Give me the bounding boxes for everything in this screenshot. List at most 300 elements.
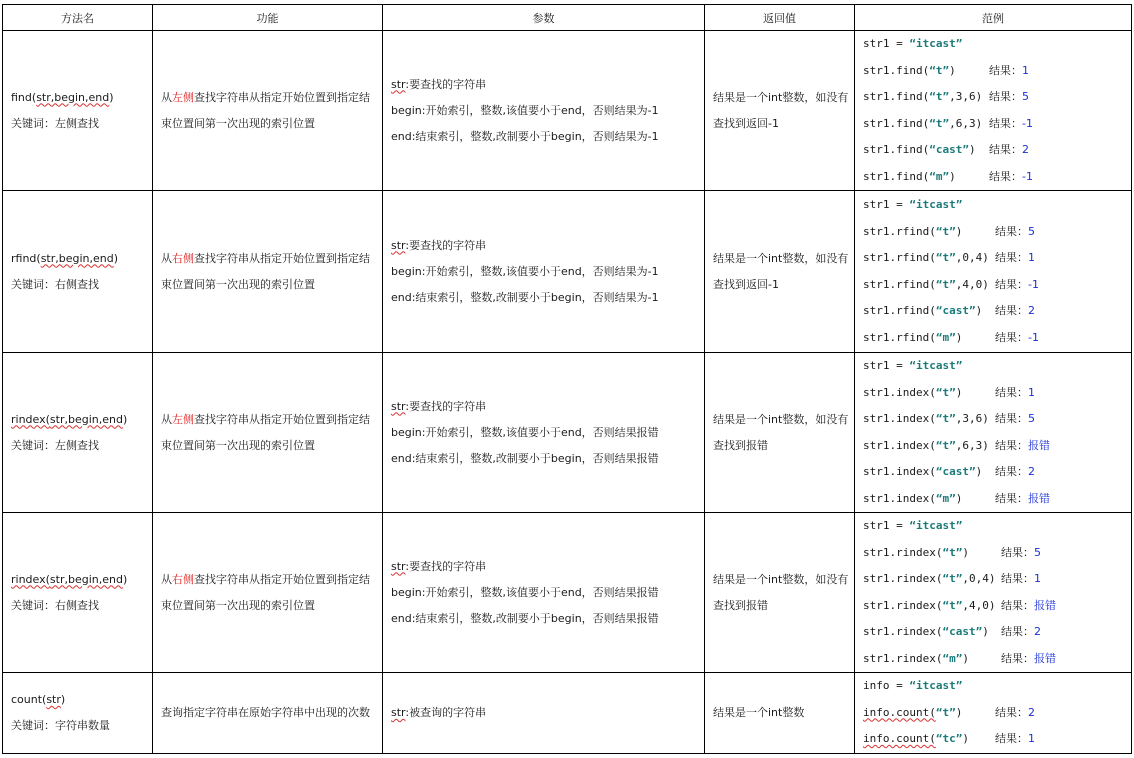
example-result: [995, 433, 1050, 460]
function-highlight: 右侧: [172, 251, 194, 265]
method-args: str,begin,end: [36, 90, 110, 104]
example-line: [863, 298, 1131, 325]
example-code: [863, 272, 989, 299]
code-text: str1.rfind(: [863, 251, 936, 264]
example-code: [863, 84, 982, 111]
param-desc: :要查找的字符串: [405, 238, 487, 252]
param-line: end:结束索引，整数,改制要小于begin，否则结果为-1: [391, 290, 659, 304]
function-text: [161, 246, 378, 298]
example-line: [863, 111, 1131, 138]
code-text: ): [975, 465, 983, 478]
param-line: begin:开始索引，整数,该值要小于end，否则结果为-1: [391, 264, 659, 278]
function-highlight: 左侧: [172, 412, 194, 426]
example-line: [863, 406, 1131, 433]
code-text: ): [949, 169, 956, 183]
example-line: [863, 433, 1131, 460]
example-line: [863, 486, 1131, 513]
example-result: [989, 164, 1033, 191]
result-prefix: 结果：: [995, 412, 1028, 425]
code-text: str1.find(: [863, 63, 930, 77]
method-cell: [3, 31, 153, 191]
example-code: [863, 325, 962, 352]
code-text: str1.rfind(: [863, 330, 936, 344]
param-line: [391, 72, 700, 98]
method-head: count(: [11, 692, 47, 706]
param-line: end:结束索引，整数,改制要小于begin，否则结果报错: [391, 611, 659, 625]
code-text: ): [975, 304, 983, 317]
string-literal: “t”: [929, 63, 950, 77]
string-literal: “t”: [935, 277, 956, 291]
params-cell: [383, 673, 705, 754]
code-text: ): [955, 385, 963, 399]
example-line: [863, 164, 1131, 191]
method-args: str: [46, 692, 61, 706]
return-cell: [705, 513, 855, 673]
example-line: [863, 380, 1131, 407]
method-tail: ): [122, 412, 128, 426]
result-value: 报错: [1034, 651, 1056, 665]
result-prefix: 结果：: [995, 705, 1028, 719]
function-text: [161, 567, 378, 619]
return-text: 结果是一个int整数，如没有查找到返回-1: [713, 90, 849, 130]
function-text: [161, 85, 378, 137]
example-result: [1001, 646, 1056, 673]
result-prefix: 结果：: [995, 491, 1028, 505]
example-line: [863, 272, 1131, 299]
example-cell: [855, 353, 1132, 513]
function-cell: [153, 191, 383, 353]
example-result: [995, 245, 1035, 272]
code-text: str1.rfind(: [863, 277, 936, 291]
param-line: [391, 700, 700, 726]
example-cell: [855, 673, 1132, 754]
code-text: str1.index(: [863, 385, 936, 399]
string-literal: “cast”: [935, 465, 976, 478]
result-prefix: 结果：: [995, 330, 1028, 344]
example-result: [995, 406, 1035, 433]
result-value: 报错: [1028, 438, 1050, 452]
example-line: [863, 84, 1131, 111]
code-text: ,4,0): [962, 598, 996, 612]
method-name: [11, 246, 148, 272]
code-text: ): [962, 732, 969, 745]
example-result: [995, 380, 1035, 407]
result-prefix: 结果：: [995, 304, 1028, 317]
code-text: ): [955, 491, 963, 505]
example-result: [995, 486, 1050, 513]
code-text: str1.find(: [863, 90, 930, 103]
code-text: ,3,6): [949, 90, 983, 103]
result-prefix: 结果：: [995, 465, 1028, 478]
function-cell: [153, 353, 383, 513]
method-keyword: 关键词：字符串数量: [11, 718, 110, 732]
example-result: [995, 726, 1035, 753]
result-prefix: 结果：: [989, 63, 1022, 77]
function-pre: 从: [161, 251, 172, 265]
example-line: [863, 459, 1131, 486]
return-text: 结果是一个int整数，如没有查找到返回-1: [713, 251, 849, 291]
method-name: [11, 687, 148, 713]
example-line: [863, 192, 1131, 219]
method-name: [11, 85, 148, 111]
result-prefix: 结果：: [995, 385, 1028, 399]
method-row: [3, 191, 1132, 353]
header-return: 返回值: [705, 5, 855, 31]
method-keyword: 关键词：右侧查找: [11, 598, 99, 612]
method-row: [3, 673, 1132, 754]
result-value: 2: [1028, 304, 1035, 317]
example-line: [863, 58, 1131, 85]
code-text: str1.index(: [863, 412, 936, 425]
example-line: [863, 245, 1131, 272]
example-line: [863, 619, 1131, 646]
method-row: [3, 353, 1132, 513]
method-tail: ): [113, 251, 119, 265]
result-value: -1: [1028, 330, 1039, 344]
example-code: [863, 380, 962, 407]
param-line: end:结束索引，整数,改制要小于begin，否则结果为-1: [391, 129, 659, 143]
param-desc: :被查询的字符串: [405, 705, 487, 719]
string-literal: “itcast”: [909, 359, 963, 372]
result-value: 2: [1028, 705, 1035, 719]
example-code: [863, 673, 962, 700]
return-text: 结果是一个int整数: [713, 705, 805, 719]
example-code: [863, 137, 976, 164]
method-row: [3, 513, 1132, 673]
example-code: [863, 726, 969, 753]
result-value: 报错: [1028, 491, 1050, 505]
example-code: [863, 298, 982, 325]
result-prefix: 结果：: [995, 732, 1028, 745]
param-line: end:结束索引，整数,改制要小于begin，否则结果报错: [391, 451, 659, 465]
example-code: [863, 646, 969, 673]
header-method: 方法名: [3, 5, 153, 31]
code-text: str1.index(: [863, 438, 936, 452]
string-literal: “m”: [929, 169, 950, 183]
function-post: 查找字符串从指定开始位置到指定结束位置间第一次出现的索引位置: [161, 251, 370, 291]
example-result: [995, 272, 1039, 299]
header-params: 参数: [383, 5, 705, 31]
method-row: [3, 31, 1132, 191]
example-result: [995, 298, 1035, 325]
example-code: [863, 513, 962, 540]
method-args: str,begin,end: [49, 412, 123, 426]
result-value: 1: [1028, 385, 1035, 399]
example-cell: [855, 31, 1132, 191]
example-result: [989, 137, 1029, 164]
function-cell: [153, 31, 383, 191]
example-line: [863, 219, 1131, 246]
param-line: begin:开始索引，整数,该值要小于end，否则结果为-1: [391, 103, 659, 117]
string-literal: “t”: [935, 438, 956, 452]
string-literal: “itcast”: [909, 519, 963, 532]
param-name: str: [391, 705, 406, 719]
result-value: 1: [1034, 572, 1041, 585]
function-post: 查找字符串从指定开始位置到指定结束位置间第一次出现的索引位置: [161, 572, 370, 612]
example-line: [863, 325, 1131, 352]
code-text: ): [955, 224, 963, 238]
return-cell: [705, 31, 855, 191]
result-value: -1: [1022, 116, 1033, 130]
function-highlight: 右侧: [172, 572, 194, 586]
code-text: str1 =: [863, 37, 910, 50]
code-text: str1.rfind(: [863, 304, 936, 317]
result-value: 2: [1028, 465, 1035, 478]
example-code: [863, 219, 962, 246]
example-result: [995, 459, 1035, 486]
code-text: info =: [863, 679, 910, 692]
example-code: [863, 540, 969, 567]
string-literal: “t”: [929, 90, 950, 103]
result-value: 5: [1028, 224, 1035, 238]
code-text: str1 =: [863, 359, 910, 372]
result-prefix: 结果：: [1001, 625, 1034, 638]
string-literal: “itcast”: [909, 679, 963, 692]
string-literal: “t”: [942, 545, 963, 559]
param-line: [391, 554, 700, 580]
param-desc: :要查找的字符串: [405, 559, 487, 573]
example-line: [863, 540, 1131, 567]
code-text: ): [982, 625, 989, 638]
example-result: [1001, 540, 1041, 567]
result-value: -1: [1022, 169, 1033, 183]
string-literal: “t”: [942, 572, 963, 585]
code-text: info.count(: [863, 732, 936, 745]
example-code: [863, 111, 982, 138]
string-literal: “t”: [935, 705, 956, 719]
header-function: 功能: [153, 5, 383, 31]
code-text: str1.rindex(: [863, 598, 943, 612]
string-literal: “t”: [935, 412, 956, 425]
function-cell: [153, 673, 383, 754]
code-text: str1.rfind(: [863, 224, 936, 238]
method-keyword: 关键词：左侧查找: [11, 116, 99, 130]
method-keyword: 关键词：右侧查找: [11, 277, 99, 291]
code-text: str1.rindex(: [863, 572, 943, 585]
string-literal: “tc”: [935, 732, 963, 745]
function-text: [161, 700, 378, 726]
result-prefix: 结果：: [995, 277, 1028, 291]
code-text: str1.find(: [863, 169, 930, 183]
header-example: 范例: [855, 5, 1132, 31]
result-prefix: 结果：: [1001, 545, 1034, 559]
string-literal: “cast”: [942, 625, 983, 638]
result-prefix: 结果：: [989, 169, 1022, 183]
method-tail: ): [60, 692, 66, 706]
example-code: [863, 566, 995, 593]
param-name: str: [391, 559, 406, 573]
method-args: str,begin,end: [49, 572, 123, 586]
string-literal: “itcast”: [909, 198, 963, 211]
string-literal: “cast”: [929, 143, 969, 156]
example-result: [989, 84, 1029, 111]
method-name: [11, 567, 148, 593]
code-text: ): [962, 545, 969, 559]
params-cell: [383, 31, 705, 191]
code-text: str1 =: [863, 198, 910, 211]
string-methods-table: [2, 4, 1132, 754]
example-line: [863, 566, 1131, 593]
result-value: 5: [1028, 412, 1035, 425]
code-text: ,3,6): [955, 412, 989, 425]
function-pre: 从: [161, 90, 172, 104]
example-code: [863, 619, 989, 646]
string-literal: “t”: [935, 224, 956, 238]
method-head: rindex(: [11, 412, 50, 426]
function-cell: [153, 513, 383, 673]
result-prefix: 结果：: [1001, 598, 1034, 612]
header-row: [3, 5, 1132, 31]
example-code: [863, 593, 995, 620]
code-text: ,0,4): [955, 251, 989, 264]
method-tail: ): [122, 572, 128, 586]
example-line: [863, 353, 1131, 380]
example-code: [863, 192, 962, 219]
result-prefix: 结果：: [989, 90, 1022, 103]
param-name: str: [391, 238, 406, 252]
params-cell: [383, 513, 705, 673]
method-head: find(: [11, 90, 37, 104]
result-prefix: 结果：: [1001, 572, 1034, 585]
param-name: str: [391, 399, 406, 413]
method-cell: [3, 513, 153, 673]
params-cell: [383, 191, 705, 353]
return-text: 结果是一个int整数，如没有查找到报错: [713, 572, 849, 612]
example-code: [863, 700, 962, 727]
example-code: [863, 353, 962, 380]
code-text: ): [949, 63, 956, 77]
result-value: 1: [1022, 63, 1029, 77]
code-text: ,6,3): [949, 116, 983, 130]
example-code: [863, 406, 989, 433]
result-value: 2: [1022, 143, 1029, 156]
code-text: ): [968, 143, 976, 156]
method-keyword: 关键词：左侧查找: [11, 438, 99, 452]
result-prefix: 结果：: [989, 143, 1022, 156]
function-post: 查找字符串从指定开始位置到指定结束位置间第一次出现的索引位置: [161, 90, 370, 130]
function-post: 查询指定字符串在原始字符串中出现的次数: [161, 705, 370, 719]
method-head: rfind(: [11, 251, 41, 265]
result-value: 2: [1034, 625, 1041, 638]
return-cell: [705, 191, 855, 353]
result-value: 1: [1028, 251, 1035, 264]
function-post: 查找字符串从指定开始位置到指定结束位置间第一次出现的索引位置: [161, 412, 370, 452]
example-line: [863, 646, 1131, 673]
example-code: [863, 58, 956, 85]
example-line: [863, 137, 1131, 164]
param-line: begin:开始索引，整数,该值要小于end，否则结果报错: [391, 585, 659, 599]
example-result: [995, 700, 1035, 727]
method-head: rindex(: [11, 572, 50, 586]
string-literal: “cast”: [935, 304, 976, 317]
example-code: [863, 31, 962, 58]
result-prefix: 结果：: [995, 251, 1028, 264]
result-value: 5: [1022, 90, 1029, 103]
result-prefix: 结果：: [1001, 651, 1034, 665]
code-text: info.count(: [863, 705, 936, 719]
result-value: -1: [1028, 277, 1039, 291]
code-text: str1.find(: [863, 143, 930, 156]
code-text: ): [955, 330, 963, 344]
example-code: [863, 459, 982, 486]
code-text: ): [962, 651, 969, 665]
code-text: str1.rindex(: [863, 651, 943, 665]
function-pre: 从: [161, 412, 172, 426]
params-cell: [383, 353, 705, 513]
code-text: str1.find(: [863, 116, 930, 130]
param-line: [391, 394, 700, 420]
method-args: str,begin,end: [40, 251, 114, 265]
string-literal: “t”: [935, 251, 956, 264]
code-text: ,4,0): [955, 277, 989, 291]
string-literal: “t”: [929, 116, 950, 130]
code-text: ,0,4): [962, 572, 996, 585]
example-line: [863, 593, 1131, 620]
code-text: str1.index(: [863, 491, 936, 505]
example-code: [863, 164, 956, 191]
param-line: [391, 233, 700, 259]
method-cell: [3, 673, 153, 754]
example-line: [863, 513, 1131, 540]
method-cell: [3, 353, 153, 513]
code-text: ,6,3): [955, 438, 989, 452]
example-code: [863, 433, 989, 460]
example-line: [863, 726, 1131, 753]
return-text: 结果是一个int整数，如没有查找到报错: [713, 412, 849, 452]
example-result: [1001, 593, 1056, 620]
result-prefix: 结果：: [995, 438, 1028, 452]
param-desc: :要查找的字符串: [405, 77, 487, 91]
example-result: [995, 325, 1039, 352]
param-name: str: [391, 77, 406, 91]
param-line: begin:开始索引，整数,该值要小于end，否则结果报错: [391, 425, 659, 439]
string-literal: “t”: [935, 385, 956, 399]
code-text: str1 =: [863, 519, 910, 532]
result-value: 报错: [1034, 598, 1056, 612]
example-cell: [855, 191, 1132, 353]
string-literal: “itcast”: [909, 37, 963, 50]
code-text: str1.index(: [863, 465, 936, 478]
code-text: str1.rindex(: [863, 545, 943, 559]
example-result: [1001, 566, 1041, 593]
example-code: [863, 245, 989, 272]
code-text: ): [955, 705, 963, 719]
result-prefix: 结果：: [995, 224, 1028, 238]
string-literal: “m”: [942, 651, 963, 665]
return-cell: [705, 353, 855, 513]
string-literal: “m”: [935, 330, 956, 344]
example-line: [863, 31, 1131, 58]
function-pre: 从: [161, 572, 172, 586]
example-result: [1001, 619, 1041, 646]
example-line: [863, 700, 1131, 727]
example-result: [989, 58, 1029, 85]
example-result: [989, 111, 1033, 138]
example-code: [863, 486, 962, 513]
example-result: [995, 219, 1035, 246]
example-cell: [855, 513, 1132, 673]
string-literal: “m”: [935, 491, 956, 505]
function-text: [161, 407, 378, 459]
param-desc: :要查找的字符串: [405, 399, 487, 413]
result-value: 5: [1034, 545, 1041, 559]
string-literal: “t”: [942, 598, 963, 612]
result-prefix: 结果：: [989, 116, 1022, 130]
method-name: [11, 407, 148, 433]
method-cell: [3, 191, 153, 353]
example-line: [863, 673, 1131, 700]
method-tail: ): [109, 90, 114, 104]
